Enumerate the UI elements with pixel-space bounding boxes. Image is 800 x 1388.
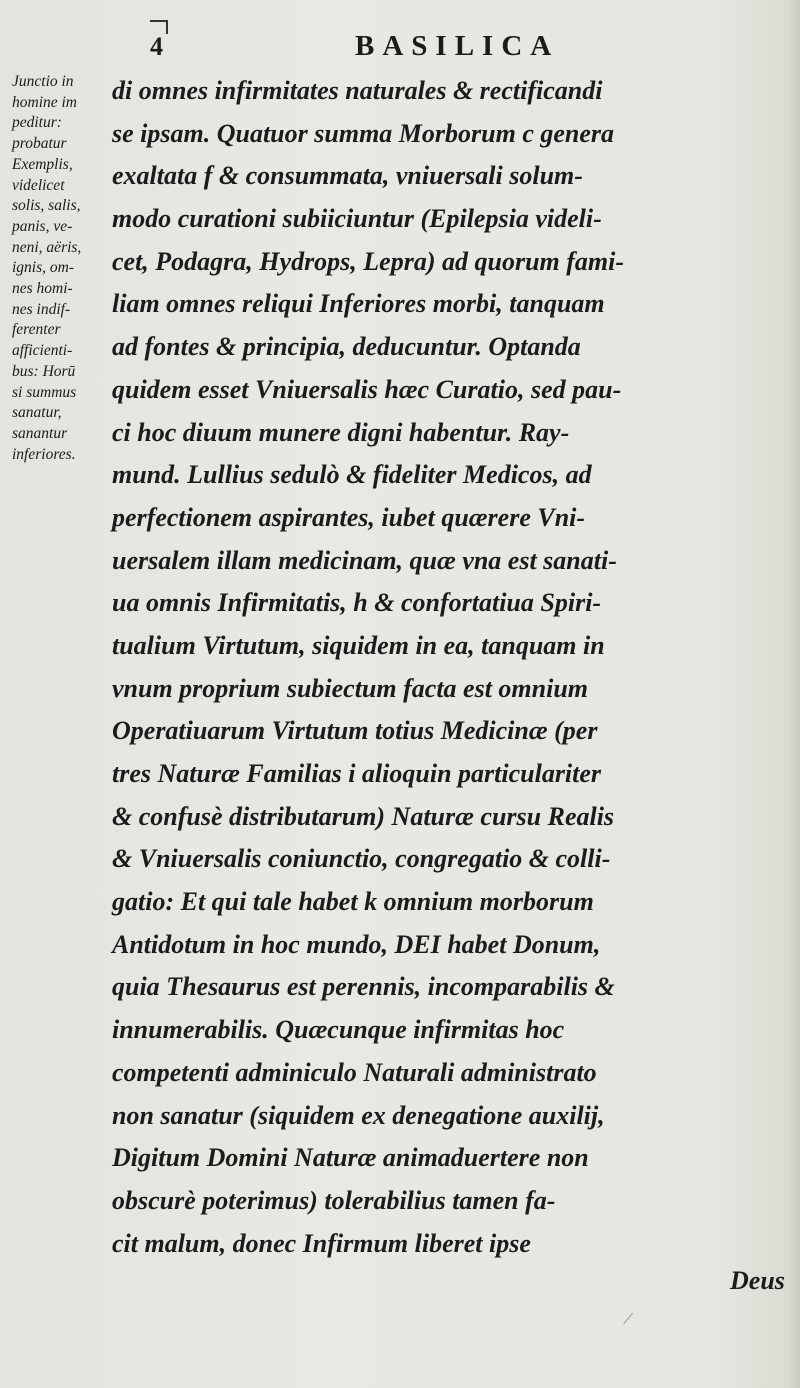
- text-line: vnum proprium subiectum facta est omnium: [112, 673, 589, 703]
- text-line: non sanatur (siquidem ex denegatione auxilij,: [112, 1100, 605, 1130]
- text-line: tres Naturæ Familias i alioquin particulariter: [112, 759, 602, 788]
- margin-note-line: sanatur,: [12, 404, 62, 422]
- text-line: Operatiuarum Virtutum totius Medicinæ (per: [112, 716, 598, 746]
- text-line: quidem esset Vniuersalis hæc Curatio, sed pau-: [112, 374, 622, 404]
- text-line: Antidotum in hoc mundo, DEI habet Donum,: [112, 929, 601, 959]
- margin-note-line: peditur:: [12, 114, 62, 132]
- text-line: cit malum, donec Infirmum liberet ipse: [112, 1228, 531, 1258]
- margin-note-line: si summus: [12, 383, 77, 401]
- text-line: cet, Podagra, Hydrops, Lepra) ad quorum fami-: [112, 246, 625, 276]
- text-line: innumerabilis. Quæcunque infirmitas hoc: [112, 1015, 565, 1045]
- margin-note-line: probatur: [12, 135, 67, 153]
- text-line: & confusè distributarum) Naturæ cursu Realis: [112, 801, 615, 831]
- page-header: [0, 30, 800, 70]
- text-line: obscurè poterimus) tolerabilius tamen fa-: [112, 1185, 556, 1215]
- text-line: ua omnis Infirmitatis, h & confortatiua Spiri-: [112, 588, 602, 618]
- catchword: Deus: [730, 1266, 785, 1295]
- margin-note-line: afficienti-: [12, 342, 73, 360]
- text-line: di omnes infirmitates naturales & rectificandi: [112, 76, 603, 105]
- text-line: Digitum Domini Naturæ animaduertere non: [112, 1143, 589, 1173]
- text-line: & Vniuersalis coniunctio, congregatio & colli-: [112, 844, 611, 874]
- text-line: liam omnes reliqui Inferiores morbi, tanquam: [112, 289, 605, 319]
- margin-note-line: homine im: [12, 93, 78, 111]
- text-line: mund. Lullius sedulò & fideliter Medicos, ad: [112, 460, 592, 490]
- ink-mark: [623, 1313, 643, 1333]
- margin-note-line: sanantur: [12, 424, 68, 442]
- text-line: modo curationi subiiciuntur (Epilepsia videli-: [112, 204, 602, 234]
- page-number: 4: [150, 32, 163, 61]
- text-line: perfectionem aspirantes, iubet quærere Vni-: [112, 502, 586, 532]
- margin-note-line: inferiores.: [12, 445, 76, 463]
- body-text: [112, 70, 792, 1265]
- margin-note-line: ferenter: [12, 321, 61, 339]
- margin-note-line: nes homi-: [12, 280, 73, 298]
- margin-note-line: videlicet: [12, 176, 65, 194]
- text-line: se ipsam. Quatuor summa Morborum c genera: [112, 118, 615, 148]
- text-line: gatio: Et qui tale habet k omnium morborum: [112, 887, 594, 917]
- text-line: exaltata f & consummata, vniuersali solum-: [112, 161, 583, 191]
- margin-note-line: nes indif-: [12, 300, 71, 318]
- margin-note-line: bus: Horū: [12, 362, 76, 380]
- margin-note-line: panis, ve-: [12, 217, 73, 235]
- margin-note-line: Junctio in: [12, 73, 74, 90]
- margin-notes: [12, 72, 104, 465]
- margin-note-line: Exemplis,: [12, 155, 73, 173]
- margin-note-line: neni, aëris,: [12, 238, 82, 256]
- text-line: ci hoc diuum munere digni habentur. Ray-: [112, 417, 570, 447]
- margin-note-line: ignis, om-: [12, 259, 74, 277]
- running-title: BASILICA: [355, 30, 560, 62]
- margin-note-line: solis, salis,: [12, 197, 81, 215]
- text-line: quia Thesaurus est perennis, incomparabilis &: [112, 972, 615, 1002]
- text-line: ad fontes & principia, deducuntur. Optanda: [112, 332, 581, 362]
- text-line: competenti adminiculo Naturali administrato: [112, 1057, 597, 1087]
- text-line: tualium Virtutum, siquidem in ea, tanquam in: [112, 630, 605, 660]
- text-line: uersalem illam medicinam, quæ vna est sanati-: [112, 545, 617, 575]
